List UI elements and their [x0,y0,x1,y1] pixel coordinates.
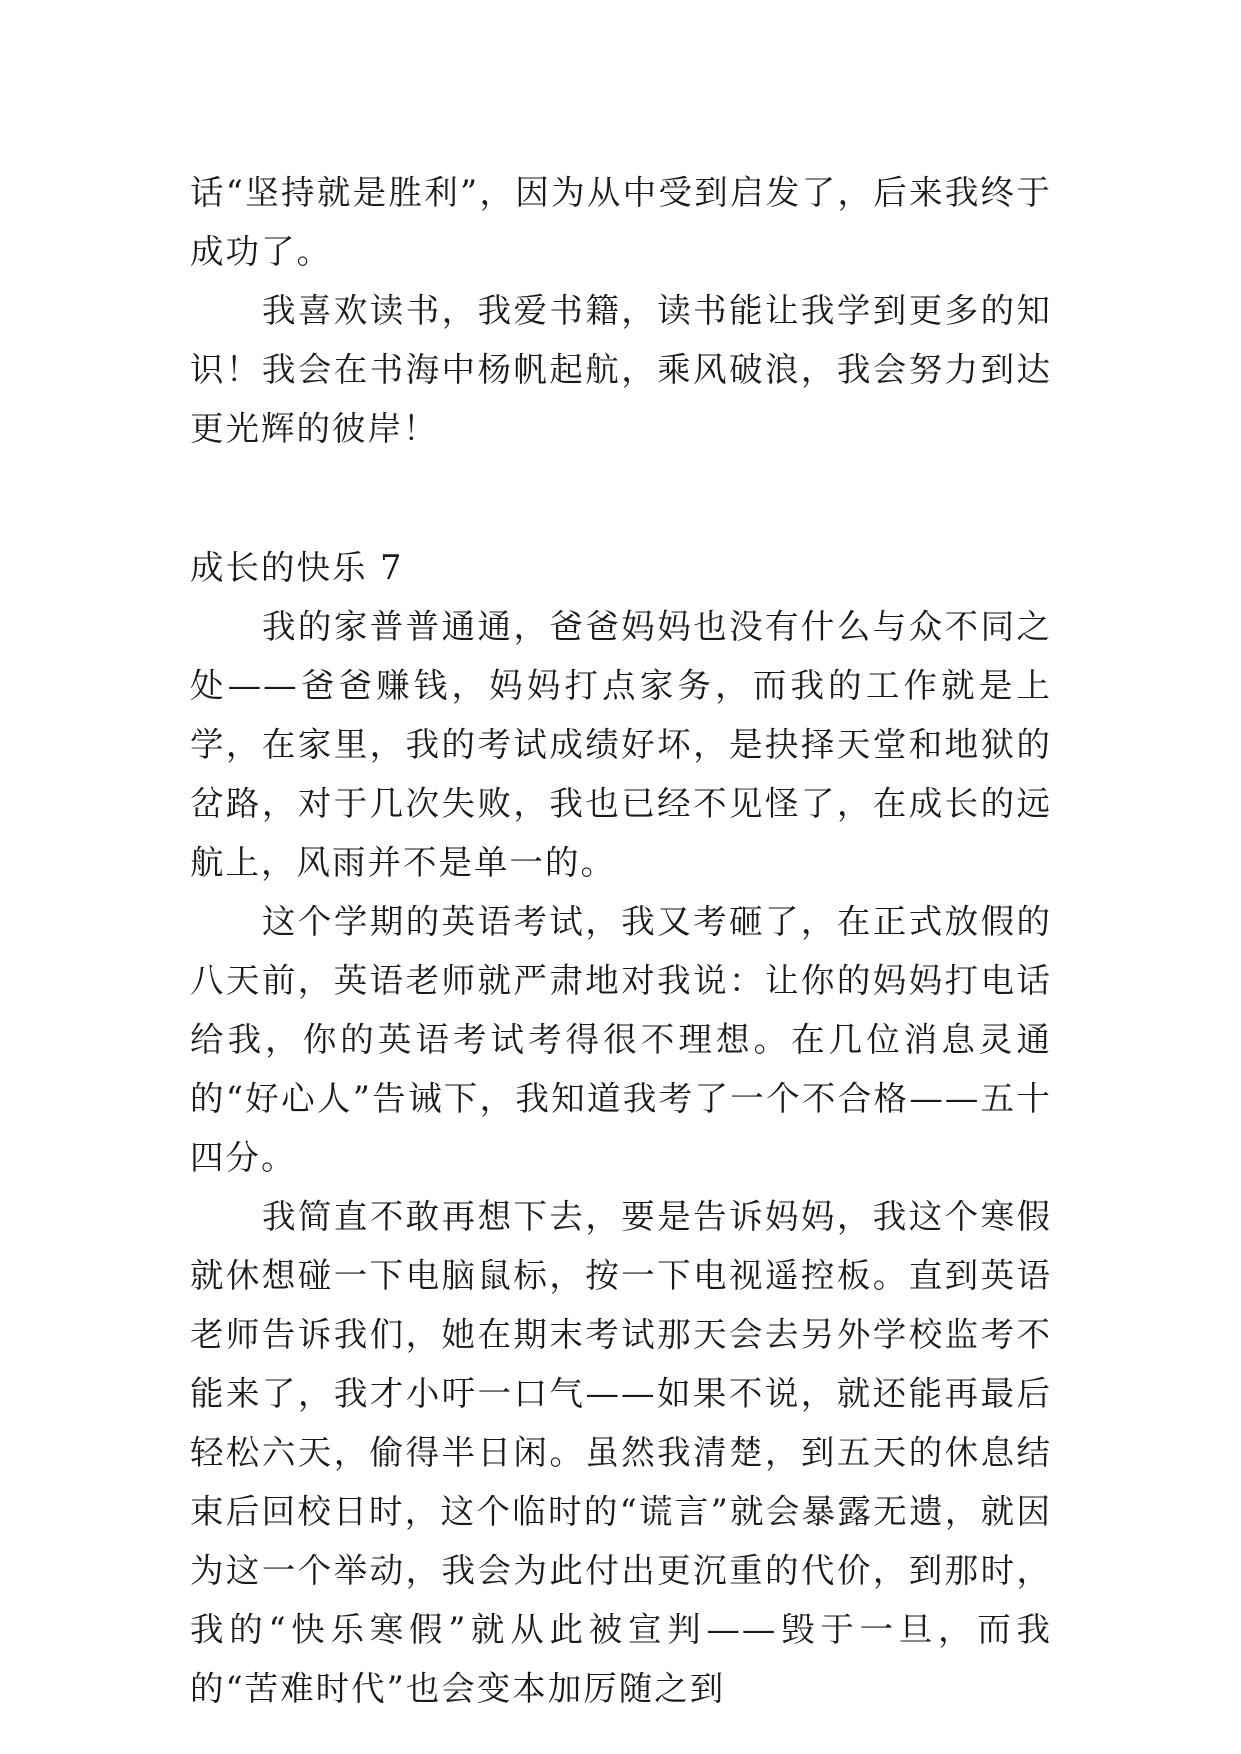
paragraph-family: 我的家普普通通，爸爸妈妈也没有什么与众不同之处——爸爸赚钱，妈妈打点家务，而我的工作就是上学，在家里，我的考试成绩好坏，是抉择天堂和地狱的岔路，对于几次失败，我也已经不见怪了，在成长的远航上，风雨并不是单一的。 [190,607,1052,882]
paragraph-continuation: 话“坚持就是胜利”，因为从中受到启发了，后来我终于成功了。 [190,173,1052,271]
paragraph-reading-love: 我喜欢读书，我爱书籍，读书能让我学到更多的知识！我会在书海中杨帆起航，乘风破浪，我会努力到达更光辉的彼岸！ [190,291,1052,448]
paragraph-english-exam: 这个学期的英语考试，我又考砸了，在正式放假的八天前，英语老师就严肃地对我说：让你的妈妈打电话给我，你的英语考试考得很不理想。在几位消息灵通的“好心人”告诫下，我知道我考了一个不合格——五十四分。 [190,902,1052,1177]
paragraph-winter-break: 我简直不敢再想下去，要是告诉妈妈，我这个寒假就休想碰一下电脑鼠标，按一下电视遥控板。直到英语老师告诉我们，她在期末考试那天会去另外学校监考不能来了，我才小吁一口气——如果不说，就还能再最后轻松六天，偷得半日闲。虽然我清楚，到五天的休息结束后回校日时，这个临时的“谎言”就会暴露无遗，就因为这一个举动，我会为此付出更沉重的代价，到那时，我的“快乐寒假”就从此被宣判——毁于一旦，而我的“苦难时代”也会变本加厉随之到 [190,1197,1052,1708]
document-body [190,163,1052,1718]
section-title: 成长的快乐 7 [190,548,404,587]
